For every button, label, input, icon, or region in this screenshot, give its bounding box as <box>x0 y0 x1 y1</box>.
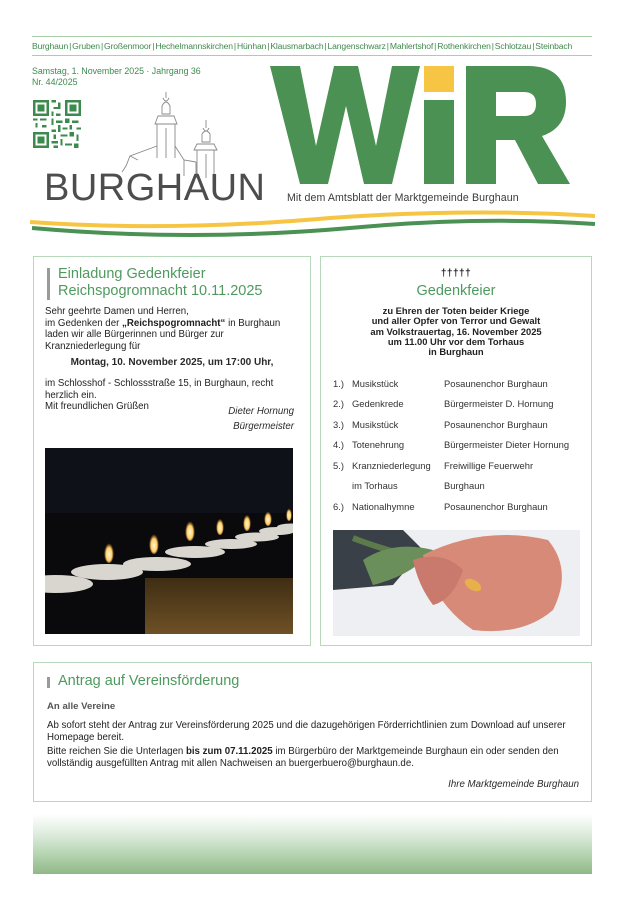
program-row: 1.) Musikstück Posaunenchor Burghaun <box>333 377 548 389</box>
article-title: Gedenkfeier <box>416 283 496 299</box>
signature-title: Bürgermeister <box>233 421 294 432</box>
program-row: 3.) Musikstück Posaunenchor Burghaun <box>333 418 548 430</box>
calla-flower-photo <box>333 530 580 636</box>
village-name: Langenschwarz <box>327 41 386 51</box>
article-paragraph: Bitte reichen Sie die Unterlagen bis zum 07.11.2025 im Bürgerbüro der Marktgemeinde Burghaun ein oder senden den vollständig ausgefüllten Antrag mit allen Nachweisen an buergerbuero@burghaun.de. <box>47 746 559 769</box>
event-details: zu Ehren der Toten beider Kriege und aller Opfer von Terror und Gewalt am Volkstrauertag, 16. November 2025 um 11.00 Uhr vor dem Torhaus in Burghaun <box>370 305 542 358</box>
village-name: Burghaun <box>32 41 69 51</box>
decorative-waves <box>30 206 595 246</box>
article-reichspogromnacht <box>33 256 311 646</box>
village-name: Hechelmannskirchen <box>155 41 233 51</box>
article-location: im Schlosshof - Schlossstraße 15, in Burghaun, recht herzlich ein. Mit freundlichen Grüßen <box>45 378 274 413</box>
program-row: 5.) Kranzniederlegung Freiwillige Feuerwehr <box>333 459 534 471</box>
candles-photo <box>45 448 293 634</box>
qr-code-icon[interactable] <box>33 100 81 148</box>
heading-bar <box>47 677 50 688</box>
heading-bar <box>47 268 50 300</box>
village-name: Großenmoor <box>104 41 152 51</box>
village-list: Burghaun|Gruben|Großenmoor|Hechelmannskirchen|Hünhan|Klausmarbach|Langenschwarz|Mahlertshof|Rothenkirchen|Schlotzau|Steinbach <box>32 36 592 56</box>
program-row: 6.) Nationalhymne Posaunenchor Burghaun <box>333 500 548 512</box>
footer-gradient-band <box>33 814 592 874</box>
article-volkstrauertag <box>320 256 592 646</box>
article-intro: Sehr geehrte Damen und Herren, im Gedenken der „Reichspogromnacht“ in Burghaun laden wir alle Bürgerinnen und Bürger zur Kranzniederlegung für <box>45 306 281 352</box>
village-name: Klausmarbach <box>270 41 324 51</box>
signature-name: Dieter Hornung <box>228 406 294 417</box>
program-row: im Torhaus Burghaun <box>352 480 485 492</box>
crosses-icon: ††††† <box>440 268 472 279</box>
wir-masthead-logo <box>270 66 570 186</box>
issue-info <box>32 66 201 88</box>
article-vereinsfoerderung <box>33 662 592 802</box>
village-name: Steinbach <box>535 41 573 51</box>
program-list <box>333 373 583 517</box>
program-row: 2.) Gedenkrede Bürgermeister D. Hornung <box>333 398 554 410</box>
program-row: 4.) Totenehrung Bürgermeister Dieter Hornung <box>333 439 570 451</box>
masthead-tagline: Mit dem Amtsblatt der Marktgemeinde Burghaun <box>287 192 519 204</box>
article-title: Einladung Gedenkfeier Reichspogromnacht 10.11.2025 <box>58 266 263 299</box>
article-title: Antrag auf Vereinsförderung <box>58 673 240 689</box>
article-paragraph: Ab sofort steht der Antrag zur Vereinsförderung 2025 und die dazugehörigen Förderrichtlinien zum Download auf unserer Homepage bereit. <box>47 720 566 743</box>
town-logo-text: BURGHAUN <box>44 167 266 209</box>
issue-date: Samstag, 1. November 2025 · Jahrgang 36 <box>32 66 201 76</box>
village-name: Hünhan <box>237 41 267 51</box>
signature: Ihre Marktgemeinde Burghaun <box>448 779 579 790</box>
village-name: Schlotzau <box>494 41 532 51</box>
event-date: Montag, 10. November 2025, um 17:00 Uhr, <box>70 357 274 368</box>
village-name: Gruben <box>72 41 100 51</box>
issue-number: Nr. 44/2025 <box>32 77 78 87</box>
article-subtitle: An alle Vereine <box>47 701 116 712</box>
village-name: Mahlertshof <box>389 41 434 51</box>
village-name: Rothenkirchen <box>437 41 491 51</box>
